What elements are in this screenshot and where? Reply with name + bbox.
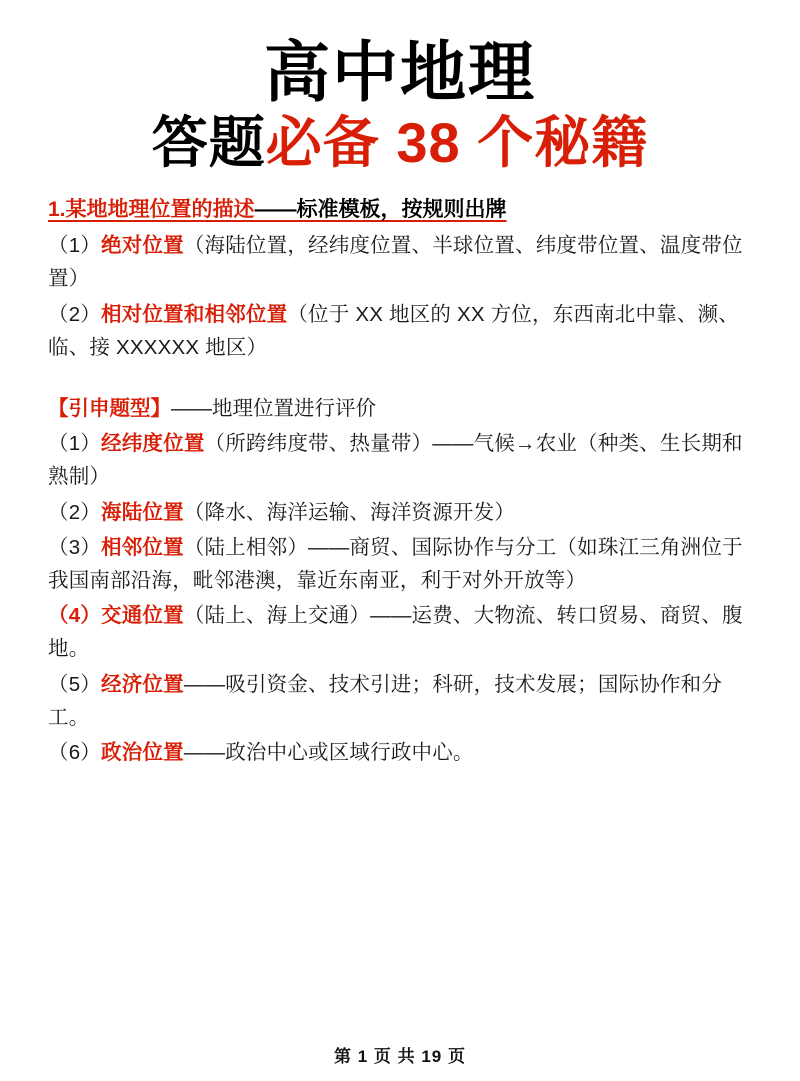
item-text: （海陆位置，经纬度位置、半球位置、纬度带位置、温度带位置） bbox=[48, 234, 743, 291]
item-keyword: 相邻位置 bbox=[101, 535, 184, 559]
list-item bbox=[48, 736, 752, 769]
item-text: （位于 XX 地区的 XX 方位，东西南北中靠、濒、临、接 XXXXXX 地区） bbox=[48, 302, 740, 359]
derived-heading bbox=[48, 392, 752, 425]
list-item bbox=[48, 668, 752, 734]
derived-heading-keyword: 【引申题型】 bbox=[48, 397, 171, 420]
list-item bbox=[48, 229, 752, 295]
item-text: （降水、海洋运输、海洋资源开发） bbox=[183, 500, 516, 524]
item-text: （所跨纬度带、热量带）——气候→农业（种类、生长期和熟制） bbox=[48, 432, 743, 489]
item-keyword: 相对位置和相邻位置 bbox=[101, 302, 288, 326]
item-number: （1） bbox=[48, 432, 102, 456]
item-keyword: 交通位置 bbox=[101, 604, 184, 628]
list-item bbox=[48, 496, 752, 529]
title-sub-highlight: 必备 38 个秘籍 bbox=[265, 111, 649, 175]
item-text: ——吸引资金、技术引进；科研，技术发展；国际协作和分工。 bbox=[48, 672, 723, 729]
item-keyword: 绝对位置 bbox=[101, 234, 184, 258]
item-text: ——政治中心或区域行政中心。 bbox=[183, 741, 474, 765]
document-body bbox=[48, 194, 752, 770]
list-item bbox=[48, 599, 752, 665]
title-line-main: 高中地理 bbox=[264, 35, 536, 109]
item-number: （1） bbox=[48, 234, 102, 258]
section-spacer bbox=[48, 366, 752, 392]
title-sub-prefix: 答题 bbox=[151, 111, 266, 175]
list-item bbox=[48, 298, 752, 364]
list-item bbox=[48, 531, 752, 597]
item-keyword: 海陆位置 bbox=[101, 500, 184, 524]
page-footer: 第 1 页 共 19 页 bbox=[334, 1047, 466, 1066]
item-text: （陆上、海上交通）——运费、大物流、转口贸易、商贸、腹地。 bbox=[48, 604, 743, 661]
section-heading-black: ——标准模板，按规则出牌 bbox=[254, 197, 507, 221]
item-number: （2） bbox=[48, 500, 102, 524]
item-keyword: 政治位置 bbox=[101, 741, 184, 765]
section-heading-red: 1.某地地理位置的描述 bbox=[48, 197, 255, 221]
document-title-block bbox=[48, 35, 752, 176]
section-heading-1 bbox=[48, 194, 752, 226]
derived-heading-text: ——地理位置进行评价 bbox=[171, 397, 376, 420]
item-keyword: 经纬度位置 bbox=[101, 432, 205, 456]
item-keyword: 经济位置 bbox=[101, 672, 184, 696]
list-item bbox=[48, 427, 752, 493]
item-number: （6） bbox=[48, 741, 102, 765]
title-line-sub bbox=[48, 111, 752, 175]
item-number: （5） bbox=[48, 672, 102, 696]
item-number: （4） bbox=[48, 604, 102, 628]
item-text: （陆上相邻）——商贸、国际协作与分工（如珠江三角洲位于我国南部沿海，毗邻港澳，靠近东南亚，利于对外开放等） bbox=[48, 535, 743, 593]
item-number: （3） bbox=[48, 535, 102, 559]
item-number: （2） bbox=[48, 302, 102, 326]
